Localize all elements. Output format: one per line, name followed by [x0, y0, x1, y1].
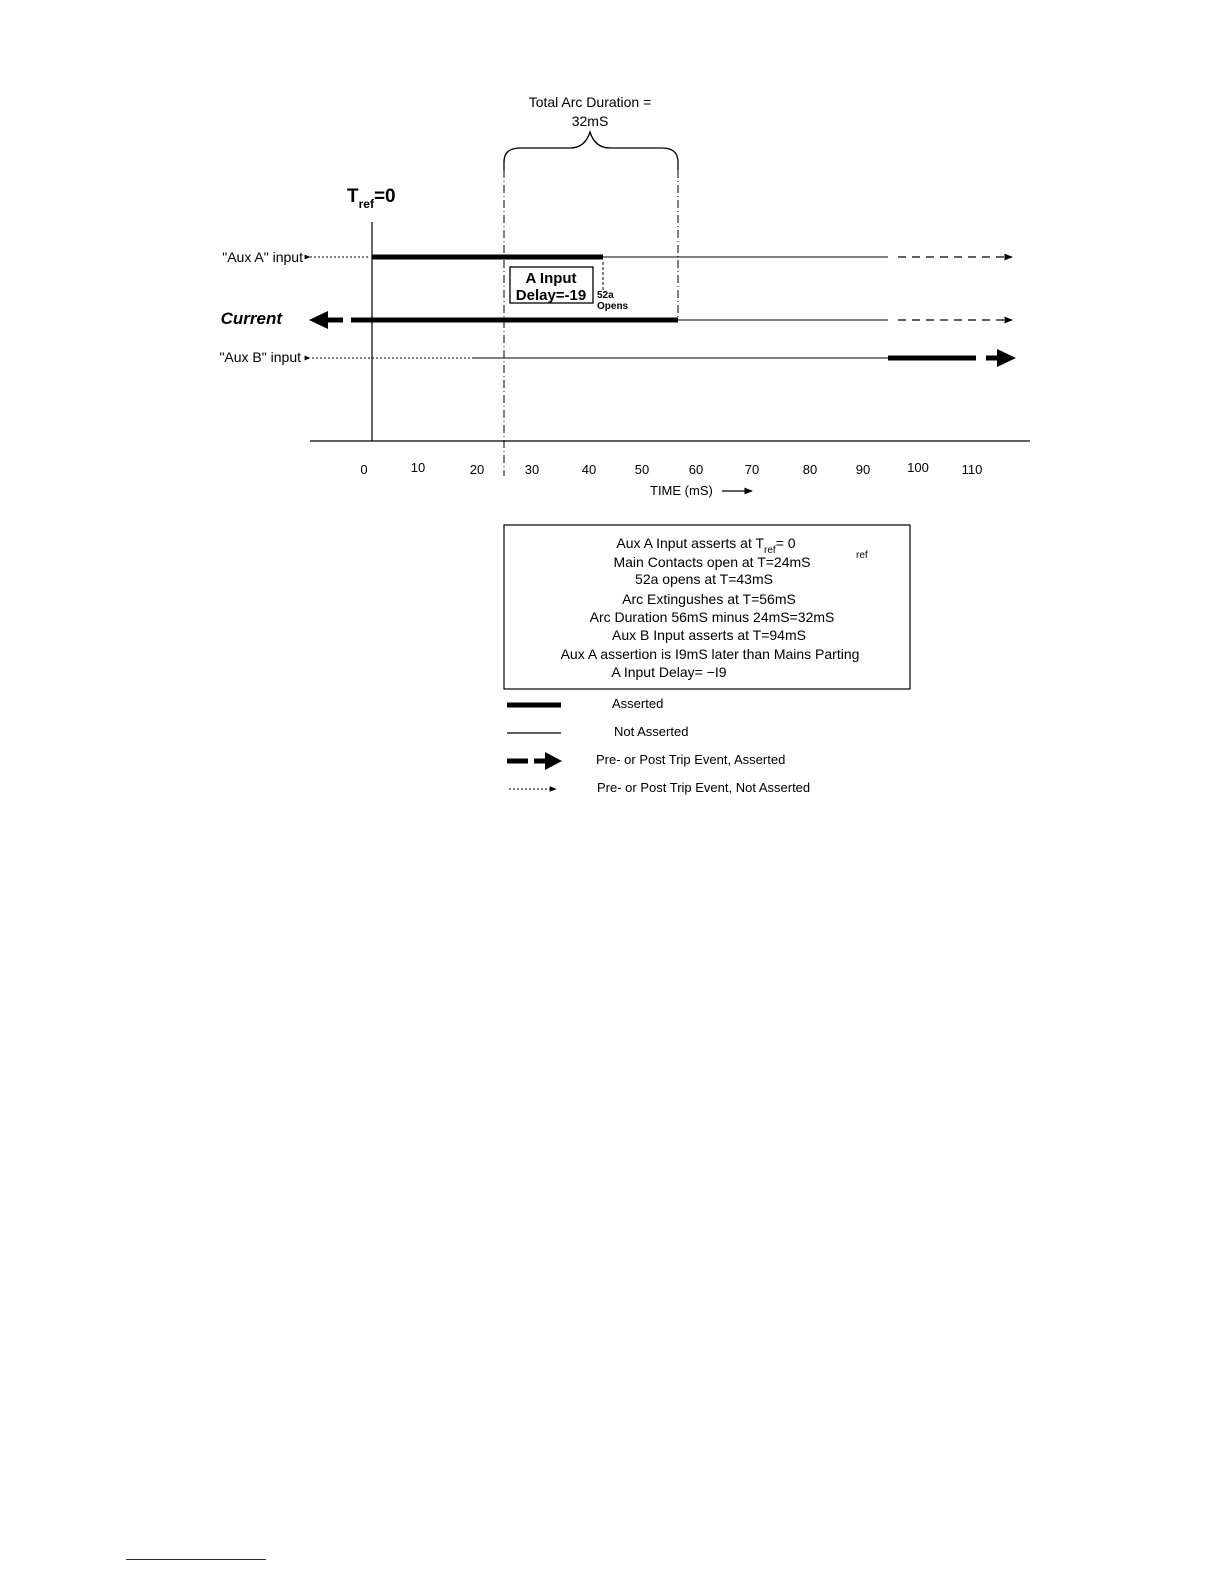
note-ref-tag: ref: [856, 550, 868, 561]
legend-not-asserted-label: Not Asserted: [614, 724, 689, 739]
time-tick-label: 100: [907, 460, 929, 475]
time-tick-label: 20: [469, 462, 485, 477]
legend-post-trip-asserted-label: Pre- or Post Trip Event, Asserted: [596, 752, 786, 767]
note-line: 52a opens at T=43mS: [635, 571, 773, 587]
footnote-separator: [126, 1559, 266, 1560]
aux-a-label: "Aux A" input: [222, 249, 303, 265]
time-tick-label: 40: [581, 462, 597, 477]
time-tick-label: 0: [360, 462, 368, 477]
arc-duration-title: Total Arc Duration =: [528, 94, 652, 110]
52a-opens-label-line2: Opens: [597, 301, 629, 312]
note-line: Arc Extingushes at T=56mS: [622, 591, 796, 607]
note-line-aux-a-asserts: Aux A Input asserts at $T_{ref}= 0$: [616, 535, 796, 556]
aux-b-label: "Aux B" input: [219, 349, 301, 365]
time-tick-label: 10: [410, 460, 426, 475]
current-label: Current: [220, 309, 282, 328]
time-tick-label: 30: [524, 462, 540, 477]
time-tick-label: 90: [855, 462, 871, 477]
aux-b-post-trip-arrow-head: [997, 349, 1016, 367]
current-pre-trip-arrow-head: [309, 311, 328, 329]
time-tick-label: 80: [802, 462, 818, 477]
note-line: Aux B Input asserts at T=94mS: [612, 627, 806, 643]
arc-duration-value: 32mS: [571, 113, 609, 129]
note-line: Aux A assertion is I9mS later than Mains Parting: [560, 646, 860, 662]
note-line: Main Contacts open at T=24mS: [613, 554, 811, 570]
tref-label: $T_{ref}=0$: [347, 186, 396, 211]
time-axis-ticks: [360, 460, 982, 477]
time-axis-label: TIME (mS): [650, 483, 713, 498]
arc-duration-brace: [504, 132, 678, 170]
legend-asserted-label: Asserted: [612, 696, 664, 711]
delay-box-line2: Delay=-19: [515, 287, 587, 304]
time-tick-label: 110: [961, 462, 983, 477]
time-tick-label: 50: [634, 462, 650, 477]
time-tick-label: 70: [744, 462, 760, 477]
legend-post-trip-asserted-arrow-head: [545, 752, 562, 770]
time-tick-label: 60: [688, 462, 704, 477]
note-line: A Input Delay= −I9: [611, 664, 727, 680]
52a-opens-label-line1: 52a: [597, 290, 614, 301]
note-line: Arc Duration 56mS minus 24mS=32mS: [589, 609, 835, 625]
legend-post-trip-not-asserted-label: Pre- or Post Trip Event, Not Asserted: [597, 780, 811, 795]
delay-box-line1: A Input: [525, 270, 577, 287]
